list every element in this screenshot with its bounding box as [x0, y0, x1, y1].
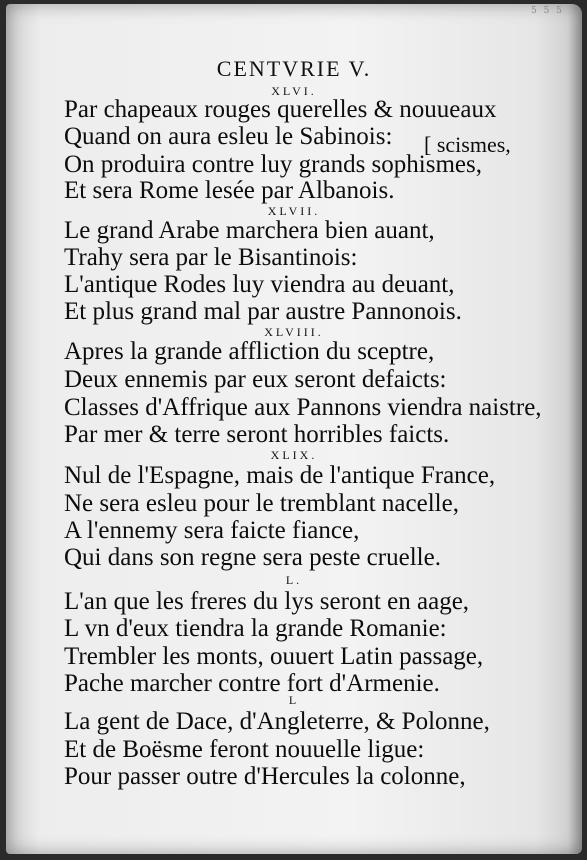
verse-line: L'antique Rodes luy viendra au deuant,	[64, 271, 455, 298]
page-edge-shadow	[568, 4, 582, 854]
verse-line: Et sera Rome lesée par Albanois.	[64, 177, 395, 204]
verse-line: Et plus grand mal par austre Pannonois.	[64, 298, 462, 325]
verse-line: On produira contre luy grands sophismes,	[64, 151, 482, 178]
stanza-number: XLIX.	[270, 448, 318, 462]
verse-line: Le grand Arabe marchera bien auant,	[64, 217, 435, 244]
stanza-number: XLVIII.	[264, 325, 324, 339]
stanza-number: XLVII.	[267, 204, 321, 218]
stanza-number: L.	[285, 573, 303, 587]
verse-line: Pache marcher contre fort d'Armenie.	[64, 670, 440, 697]
verse-line: Trahy sera par le Bisantinois:	[64, 244, 358, 271]
verse-line: A l'ennemy sera faicte fiance,	[64, 517, 360, 544]
verse-line: La gent de Dace, d'Angleterre, & Polonne,	[64, 708, 490, 735]
marginal-note: [ scismes,	[424, 132, 511, 157]
verse-line: Qui dans son regne sera peste cruelle.	[64, 544, 441, 571]
verse-line: Nul de l'Espagne, mais de l'antique France,	[64, 462, 496, 489]
verse-line: Deux ennemis par eux seront defaicts:	[64, 366, 447, 393]
verse-line: Par chapeaux rouges querelles & nouueaux	[64, 96, 497, 123]
stanza-number: XLVI.	[271, 84, 317, 98]
verse-line: Apres la grande affliction du sceptre,	[64, 338, 435, 365]
verse-line: Et de Boësme feront nouuelle ligue:	[64, 736, 425, 763]
book-page	[6, 4, 582, 854]
verse-line: Par mer & terre seront horribles faicts.	[64, 421, 450, 448]
corner-mark: 5 5 5	[531, 6, 564, 16]
verse-line: Ne sera esleu pour le tremblant nacelle,	[64, 490, 459, 517]
verse-line: Trembler les monts, ouuert Latin passage,	[64, 643, 484, 670]
verse-line: L vn d'eux tiendra la grande Romanie:	[64, 615, 447, 642]
verse-line: Quand on aura esleu le Sabinois:	[64, 123, 393, 150]
verse-line: L'an que les freres du lys seront en aage,	[64, 588, 470, 615]
verse-line: Classes d'Affrique aux Pannons viendra naistre,	[64, 394, 542, 421]
verse-line: Pour passer outre d'Hercules la colonne,	[64, 763, 466, 790]
page-header: CENTVRIE V.	[216, 56, 372, 81]
stanza-number: L	[288, 693, 300, 707]
